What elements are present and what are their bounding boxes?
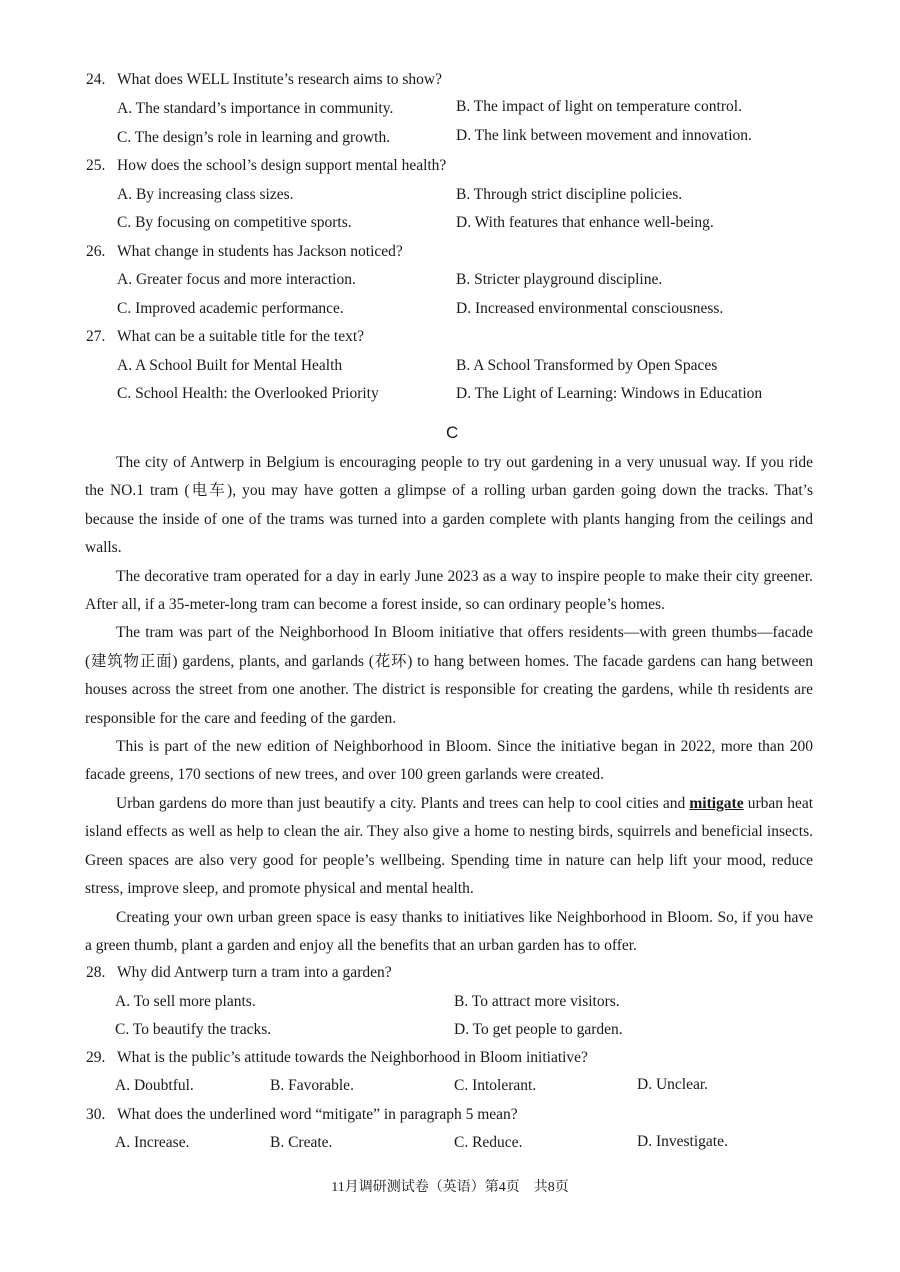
question-stem: What does the underlined word “mitigate” in paragraph 5 mean? — [117, 1106, 518, 1123]
passage-paragraph-1: The city of Antwerp in Belgium is encouraging people to try out gardening in a very unusual way. If you ride the NO.1 tram (电车), you may have gotten a glimpse of a rolling urban garden going down the tracks. That’s because the inside of one of the trams was turned into a garden complete with plants hanging from the ceilings and walls. — [85, 454, 813, 557]
option-24-a: A. The standard’s importance in community. — [117, 100, 394, 117]
section-label: C — [446, 423, 459, 442]
question-stem: What change in students has Jackson noticed? — [117, 243, 403, 260]
option-28-d: D. To get people to garden. — [454, 1021, 623, 1038]
question-28 — [86, 964, 392, 982]
option-26-a: A. Greater focus and more interaction. — [117, 271, 356, 288]
question-number: 24. — [86, 71, 106, 88]
passage-paragraph-2: The decorative tram operated for a day in early June 2023 as a way to inspire people to make their city greener. After all, if a 35-meter-long tram can become a forest inside, so can ordinary people’s homes. — [85, 567, 813, 614]
option-29-d: D. Unclear. — [637, 1076, 709, 1093]
option-26-c: C. Improved academic performance. — [117, 300, 344, 317]
option-25-a: A. By increasing class sizes. — [117, 186, 294, 203]
reading-passage — [85, 449, 813, 960]
question-stem: How does the school’s design support mental health? — [117, 157, 447, 174]
question-26 — [86, 243, 403, 261]
passage-paragraph-4: This is part of the new edition of Neighborhood in Bloom. Since the initiative began in 2022, more than 200 facade greens, 170 sections of new trees, and over 100 green garlands were created. — [85, 738, 813, 784]
option-29-b: B. Favorable. — [270, 1077, 354, 1094]
option-27-c: C. School Health: the Overlooked Priority — [117, 385, 379, 402]
question-number: 28. — [86, 964, 106, 981]
option-27-b: B. A School Transformed by Open Spaces — [456, 357, 718, 374]
question-30 — [86, 1106, 518, 1124]
option-27-d: D. The Light of Learning: Windows in Education — [456, 385, 763, 402]
question-24 — [86, 71, 442, 89]
paragraph-text: urban heat island effects as well as help to clean the air. They also give a home to nesting birds, squirrels and beneficial insects. Green spaces are also very good for people’s wellbeing. Spending time in nature can help lift your mood, reduce stress, improve sleep, and promote physical and mental health. — [85, 794, 814, 898]
underlined-word: mitigate — [689, 794, 744, 812]
question-number: 25. — [86, 157, 106, 174]
question-25 — [86, 157, 446, 175]
option-30-c: C. Reduce. — [454, 1134, 523, 1151]
question-number: 27. — [86, 328, 106, 345]
question-stem: What is the public’s attitude towards the Neighborhood in Bloom initiative? — [117, 1049, 588, 1066]
option-24-c: C. The design’s role in learning and growth. — [117, 129, 391, 146]
passage-paragraph-6: Creating your own urban green space is easy thanks to initiatives like Neighborhood in Bloom. So, if you have a green thumb, plant a garden and enjoy all the benefits that an urban garden has to offer. — [85, 908, 813, 954]
option-24-b: B. The impact of light on temperature control. — [456, 98, 742, 115]
option-24-d: D. The link between movement and innovation. — [456, 127, 752, 144]
option-28-b: B. To attract more visitors. — [454, 993, 620, 1010]
option-25-c: C. By focusing on competitive sports. — [117, 214, 352, 231]
question-29 — [86, 1049, 588, 1067]
option-28-a: A. To sell more plants. — [115, 993, 256, 1010]
paragraph-text: Urban gardens do more than just beautify a city. Plants and trees can help to cool cities and — [116, 794, 690, 812]
option-25-d: D. With features that enhance well-being. — [456, 214, 714, 231]
passage-paragraph-3: The tram was part of the Neighborhood In Bloom initiative that offers residents—with green thumbs—facade (建筑物正面) gardens, plants, and garlands (花环) to hang between homes. The facade gardens can hang between houses across the street from one another. The district is responsible for creating the gardens, while th residents are responsible for the care and feeding of the garden. — [85, 624, 813, 727]
option-29-a: A. Doubtful. — [115, 1077, 194, 1094]
option-30-a: A. Increase. — [115, 1134, 190, 1151]
option-30-b: B. Create. — [270, 1134, 333, 1151]
option-30-d: D. Investigate. — [637, 1133, 728, 1150]
passage-paragraph-5 — [85, 790, 813, 904]
question-number: 29. — [86, 1049, 106, 1066]
option-25-b: B. Through strict discipline policies. — [456, 186, 683, 203]
option-27-a: A. A School Built for Mental Health — [117, 357, 343, 374]
question-number: 26. — [86, 243, 106, 260]
option-26-d: D. Increased environmental consciousness. — [456, 300, 724, 317]
question-stem: What does WELL Institute’s research aims to show? — [117, 71, 442, 88]
option-28-c: C. To beautify the tracks. — [115, 1021, 272, 1038]
page-footer: 11月调研测试卷（英语）第4页 共8页 — [331, 1180, 569, 1195]
question-stem: Why did Antwerp turn a tram into a garden? — [117, 964, 392, 981]
option-29-c: C. Intolerant. — [454, 1077, 537, 1094]
question-number: 30. — [86, 1106, 106, 1123]
question-27 — [86, 328, 364, 346]
question-stem: What can be a suitable title for the text? — [117, 328, 365, 345]
option-26-b: B. Stricter playground discipline. — [456, 271, 663, 288]
